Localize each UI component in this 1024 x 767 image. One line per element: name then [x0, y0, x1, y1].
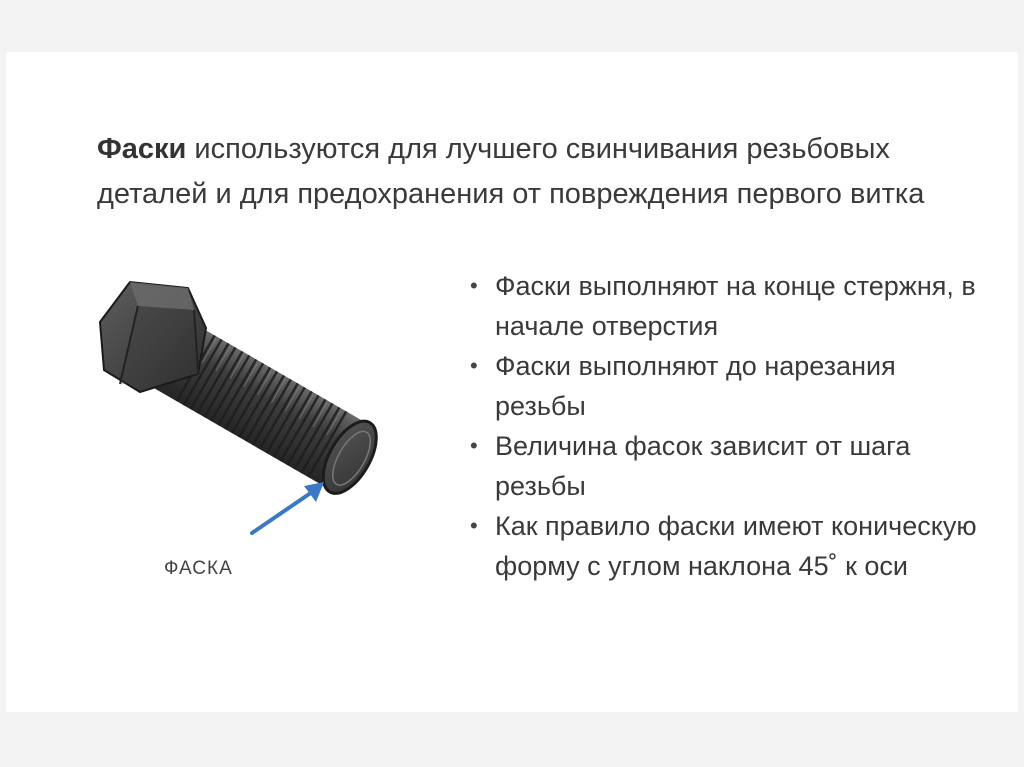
- bullet-dot-icon: •: [470, 513, 478, 538]
- bullet-item: [470, 426, 990, 506]
- bolt-illustration: [90, 270, 390, 600]
- bullet-text: Фаски выполняют до нарезания резьбы: [495, 351, 896, 421]
- bullet-dot-icon: •: [470, 353, 478, 378]
- bullet-list: [470, 266, 990, 586]
- chamfer-pointer-arrow: [252, 482, 324, 533]
- bullet-text: Величина фасок зависит от шага резьбы: [495, 431, 911, 501]
- bolt-head: [100, 282, 206, 392]
- chamfer-label: ФАСКА: [164, 558, 233, 579]
- bullet-text: Фаски выполняют на конце стержня, в начале отверстия: [495, 271, 976, 341]
- bullet-dot-icon: •: [470, 433, 478, 458]
- bullet-text: Как правило фаски имеют коническую форму с углом наклона 45˚ к оси: [495, 511, 977, 581]
- slide-heading: [97, 127, 997, 217]
- heading-text: используются для лучшего свинчивания резьбовых деталей и для предохранения от повреждения первого витка: [97, 133, 925, 210]
- heading-bold-term: Фаски: [97, 133, 187, 165]
- bullet-item: [470, 346, 990, 426]
- bullet-item: [470, 266, 990, 346]
- bullet-dot-icon: •: [470, 273, 478, 298]
- bullet-item: [470, 506, 990, 586]
